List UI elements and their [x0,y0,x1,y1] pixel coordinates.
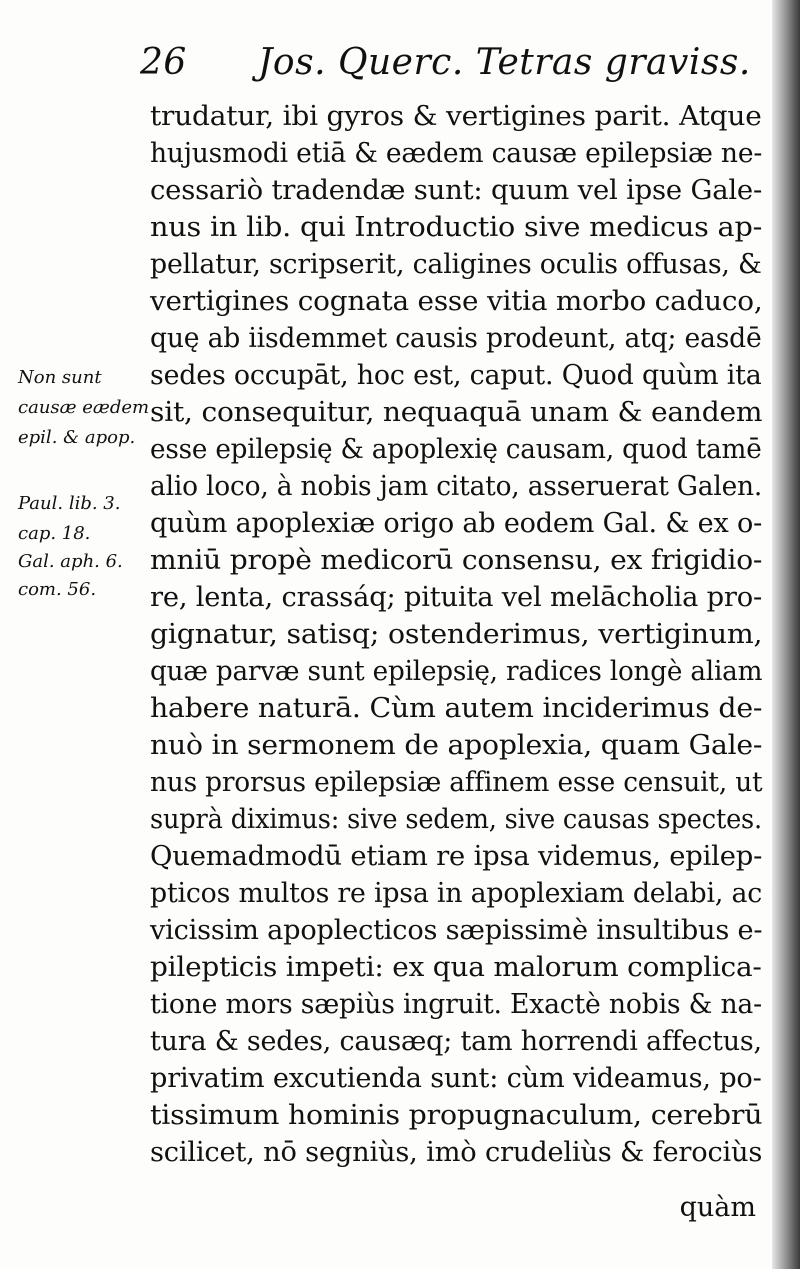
text-line: gignatur, satisq; ostenderimus, vertiginum, [150,619,763,650]
text-line: esse epilepsię & apoplexię causam, quod tamē [150,434,762,465]
text-line: quę ab iisdemmet causis prodeunt, atq; easdē [150,323,762,354]
margin-note: com. 56. [18,579,97,600]
text-line: vicissim apoplecticos sæpissimè insultibus e- [150,915,763,946]
text-line: tura & sedes, causæq; tam horrendi affectus, [150,1026,762,1057]
page-edge-shadow [772,0,800,1269]
text-line: pticos multos re ipsa in apoplexiam delabi, ac [150,878,763,909]
text-line: nuò in sermonem de apoplexia, quam Gale- [150,730,763,761]
text-line: alio loco, à nobis jam citato, asseruerat Galen. [150,471,763,502]
text-line: scilicet, nō segniùs, imò crudeliùs & ferociùs [150,1137,763,1168]
margin-note: causæ eædem [18,397,150,418]
text-line: quæ parvæ sunt epilepsię, radices longè aliam [150,656,763,687]
margin-note: Gal. aph. 6. [18,551,123,572]
text-line: tissimum hominis propugnaculum, cerebrū [150,1100,763,1131]
text-line: vertigines cognata esse vitia morbo caduco, [150,286,763,317]
text-line: re, lenta, crassáq; pituita vel melācholia pro- [150,582,763,613]
text-line: tione mors sæpiùs ingruit. Exactè nobis & na- [150,989,762,1020]
text-line: mniū propè medicorū consensu, ex frigidio- [150,545,763,576]
running-title: Jos. Querc. Tetras graviss. [258,42,751,83]
text-line: sedes occupāt, hoc est, caput. Quod quùm ita [150,360,762,391]
catchword: quàm [679,1192,756,1223]
text-line: cessariò tradendæ sunt: quum vel ipse Gale- [150,175,763,206]
margin-note: cap. 18. [18,523,91,544]
text-line: pilepticis impeti: ex qua malorum complica- [150,952,762,983]
text-line: hujusmodi etiā & eædem causæ epilepsiæ ne- [150,138,763,169]
text-line: Quemadmodū etiam re ipsa videmus, epilep- [150,841,763,872]
margin-note: Non sunt [18,367,102,388]
text-line: habere naturā. Cùm autem inciderimus de- [150,693,763,724]
page-number: 26 [140,42,187,83]
text-line: quùm apoplexiæ origo ab eodem Gal. & ex o- [150,508,763,539]
text-line: suprà diximus: sive sedem, sive causas spectes. [150,804,763,835]
text-line: sit, consequitur, nequaquā unam & eandem [150,397,763,428]
text-line: pellatur, scripserit, caligines oculis offusas, & [150,249,762,280]
text-line: nus prorsus epilepsiæ affinem esse censuit, ut [150,767,763,798]
margin-note: epil. & apop. [18,427,136,448]
text-line: trudatur, ibi gyros & vertigines parit. Atque [150,101,762,132]
margin-note: Paul. lib. 3. [18,493,121,514]
text-line: nus in lib. qui Introductio sive medicus ap- [150,212,763,243]
text-line: privatim excutienda sunt: cùm videamus, po- [150,1063,762,1094]
